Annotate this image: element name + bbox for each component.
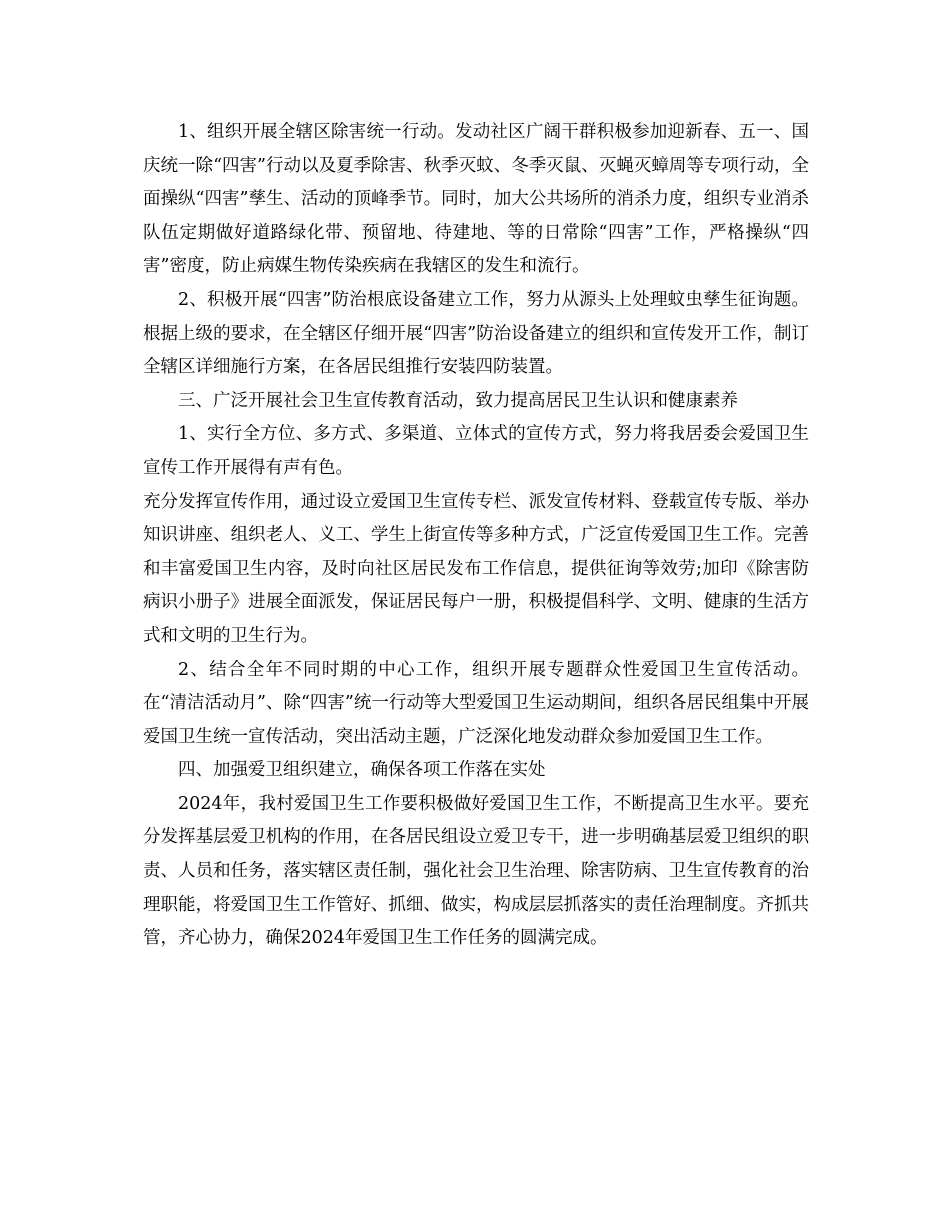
paragraph-8: 2024年，我村爱国卫生工作要积极做好爱国卫生工作，不断提高卫生水平。要充分发挥基层爱卫机构的作用，在各居民组设立爱卫专干，进一步明确基层爱卫组织的职责、人员和任务，落实辖区责任制，强化社会卫生治理、除害防病、卫生宣传教育的治理职能，将爱国卫生工作管好、抓细、做实，构成层层抓落实的责任治理制度。齐抓共管，齐心协力，确保2024年爱国卫生工作任务的圆满完成。 — [143, 793, 809, 949]
section-heading-3: 三、广泛开展社会卫生宣传教育活动，致力提高居民卫生认识和健康素养 — [178, 390, 738, 411]
paragraph-2: 2、积极开展“四害”防治根底设备建立工作，努力从源头上处理蚊虫孳生征询题。根据上级的要求，在全辖区仔细开展“四害”防治设备建立的组织和宣传发开工作，制订全辖区详细施行方案，在各居民组推行安装四防装置。 — [143, 289, 809, 378]
paragraph-5: 充分发挥宣传作用，通过设立爱国卫生宣传专栏、派发宣传材料、登载宣传专版、举办知识讲座、组织老人、义工、学生上街宣传等多种方式，广泛宣传爱国卫生工作。完善和丰富爱国卫生内容，及时向社区居民发布工作信息，提供征询等效劳;加印《除害防病识小册子》进展全面派发，保证居民每户一册，积极提倡科学、文明、健康的生活方式和文明的卫生行为。 — [143, 491, 809, 646]
section-heading-4: 四、加强爱卫组织建立，确保各项工作落在实处 — [178, 760, 546, 781]
paragraph-4: 1、实行全方位、多方式、多渠道、立体式的宣传方式，努力将我居委会爱国卫生宣传工作开展得有声有色。 — [143, 424, 809, 478]
document-body — [143, 116, 809, 956]
paragraph-6: 2、结合全年不同时期的中心工作，组织开展专题群众性爱国卫生宣传活动。在“清洁活动月”、除“四害”统一行动等大型爱国卫生运动期间，组织各居民组集中开展爱国卫生统一宣传活动，突出活动主题，广泛深化地发动群众参加爱国卫生工作。 — [143, 659, 809, 747]
paragraph-1: 1、组织开展全辖区除害统一行动。发动社区广阔干群积极参加迎新春、五一、国庆统一除“四害”行动以及夏季除害、秋季灭蚊、冬季灭鼠、灭蝇灭蟑周等专项行动，全面操纵“四害”孳生、活动的顶峰季节。同时，加大公共场所的消杀力度，组织专业消杀队伍定期做好道路绿化带、预留地、待建地、等的日常除“四害”工作，严格操纵“四害”密度，防止病媒生物传染疾病在我辖区的发生和流行。 — [143, 122, 809, 277]
